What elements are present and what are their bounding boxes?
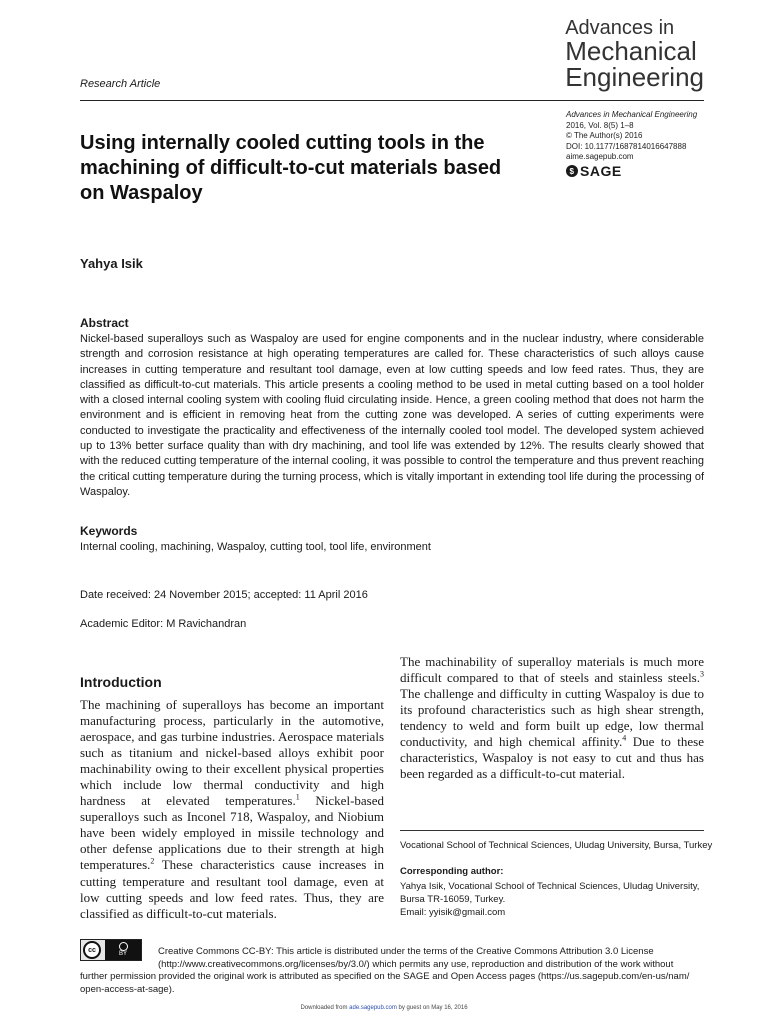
intro-text: Nickel-based superalloys such as Inconel 718, Waspaloy, and Niobium have been widely employed in missile technology and other defense applications due to their strength at high temperatures. (80, 793, 384, 873)
license-text (80, 946, 704, 996)
corr-email[interactable]: Email: yyisik@gmail.com (400, 907, 506, 918)
corr-line: Bursa TR-16059, Turkey. (400, 894, 506, 905)
cc-icon: cc (83, 941, 101, 959)
publisher-logo-text: SAGE (580, 163, 622, 179)
meta-volume: 2016, Vol. 8(5) 1–8 (566, 120, 634, 130)
by-icon: BY (105, 940, 141, 960)
introduction-left-column (80, 697, 384, 922)
section-label: Research Article (80, 78, 161, 90)
journal-name-line1: Advances in (565, 17, 675, 39)
intro-text: The machining of superalloys has become an important manufacturing process, particularly in the automotive, aerospace, and gas turbine industries. Aerospace materials such as titanium and nickel-based alloys exhibit poor machinability owing to their excellent physical properties which include low thermal conductivity and high hardness at elevated temperatures. (80, 697, 384, 809)
introduction-right-column (400, 654, 704, 782)
corresponding-author-heading: Corresponding author: (400, 866, 504, 877)
reference-link[interactable]: 4 (622, 733, 627, 743)
license-line: Creative Commons CC-BY: This article is distributed under the terms of the Creative Commons Attribution 3.0 License (158, 946, 654, 957)
meta-doi[interactable]: DOI: 10.1177/1687814016647888 (566, 141, 687, 151)
abstract-text: Nickel-based superalloys such as Waspaloy are used for engine components and in the nuclear industry, where considerable strength and corrosion resistance at high operating temperatures are called for. These characteristics of such alloys cause increases in cutting temperature and resultant tool damage, even at low cutting speeds and low feed rates. Thus, they are classified as difficult-to-cut materials. This article presents a cooling method to be used in metal cutting based on a tool holder with a closed internal cooling system with cooling fluid circulating inside. Hence, a green cooling method that does not harm the environment and is efficient in removing heat from the cutting zone was developed. A series of cutting experiments were conducted to investigate the practicality and effectiveness of the internally cooled tool model. The developed system achieved up to 13% better surface quality than with dry machining, and tool life was extended by 12%. The results clearly showed that with the reduced cutting temperature of the internal cooling, it was possible to control the temperature and thus prevent reaching the critical cutting temperature during the turning process, which is vitally important in extending tool life during the processing of Waspaloy. (80, 333, 704, 498)
journal-name-line3: Engineering (565, 62, 704, 92)
affiliation: Vocational School of Technical Sciences, Uludag University, Bursa, Turkey (400, 840, 713, 851)
download-notice: Downloaded from ade.sagepub.com by guest on May 16, 2016 (300, 1005, 468, 1011)
corresponding-author-details (400, 880, 710, 919)
footnote-divider (400, 830, 704, 831)
reference-link[interactable]: 2 (150, 857, 155, 867)
intro-text: The challenge and difficulty in cutting Waspaloy is due to its profound characteristics such as high shear strength, tendency to weld and form built up edge, low thermal conductivity, and high chemical affinity. (400, 686, 704, 750)
academic-editor: Academic Editor: M Ravichandran (80, 618, 247, 630)
corr-line: Yahya Isik, Vocational School of Technical Sciences, Uludag University, (400, 881, 700, 892)
article-title: Using internally cooled cutting tools in the machining of difficult-to-cut materials based on Waspaloy (80, 132, 502, 204)
reference-link[interactable]: 1 (295, 792, 300, 802)
license-line: further permission provided the original work is attributed as specified on the SAGE and Open Access pages (https://us.sagepub.com/en-us/nam/ (80, 971, 690, 982)
reference-link[interactable]: 3 (700, 669, 704, 679)
meta-url[interactable]: aime.sagepub.com (566, 152, 634, 161)
license-line: open-access-at-sage). (80, 983, 175, 995)
keywords-heading: Keywords (80, 524, 138, 538)
sage-mark-icon: $ (566, 165, 578, 177)
journal-name (565, 18, 704, 90)
author-name: Yahya Isik (80, 256, 143, 271)
intro-text: Due to these characteristics, Waspaloy is not easy to cut and thus has been regarded as a difficult-to-cut material. (400, 734, 705, 782)
date-received: Date received: 24 November 2015; accepted: 11 April 2016 (80, 589, 368, 601)
introduction-heading: Introduction (80, 674, 162, 690)
journal-name-line2: Mechanical (565, 36, 697, 66)
meta-journal: Advances in Mechanical Engineering (566, 110, 698, 119)
article-meta (566, 110, 697, 163)
abstract-heading: Abstract (80, 316, 129, 330)
download-source-link[interactable]: ade.sagepub.com (349, 1005, 397, 1011)
header-divider (80, 100, 704, 101)
meta-copyright: © The Author(s) 2016 (566, 131, 643, 140)
intro-text: The machinability of superalloy materials is much more difficult compared to that of steels and stainless steels. (400, 654, 704, 686)
keywords-text: Internal cooling, machining, Waspaloy, cutting tool, tool life, environment (80, 541, 431, 553)
publisher-logo (566, 163, 622, 179)
license-line: (http://www.creativecommons.org/licenses/by/3.0/) which permits any use, reproduction and distribution of the work without (158, 958, 674, 970)
intro-text: These characteristics cause increases in cutting temperature and resultant tool damage, even at low cutting speeds and low feed rates. Thus, they are classified as difficult-to-cut materials. (80, 857, 384, 921)
